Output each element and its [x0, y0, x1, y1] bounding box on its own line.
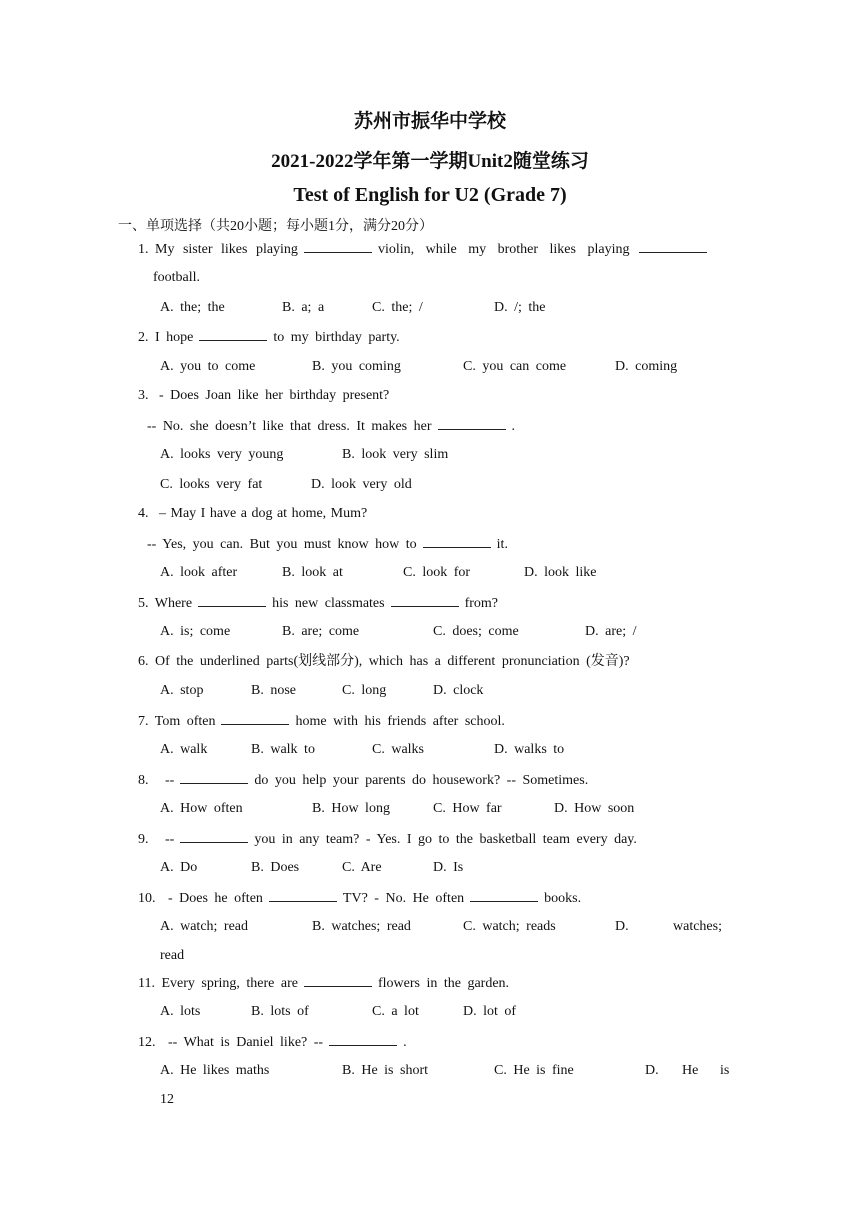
question-7: 7. Tom often home with his friends after school. — [138, 714, 505, 729]
answer-blank — [438, 417, 506, 430]
question-number: 1. — [138, 242, 149, 257]
option-a: A. the; the — [160, 300, 225, 315]
question-6: 6. Of the underlined parts(划线部分), which has a different pronunciation (发音)? — [138, 654, 630, 669]
question-3: 3. - Does Joan like her birthday present? — [138, 388, 390, 403]
answer-blank — [304, 974, 372, 987]
answer-blank — [391, 594, 459, 607]
option-b: B. How long — [312, 801, 390, 816]
option-d: D. clock — [433, 683, 484, 698]
question-10-option-wrap: read — [160, 948, 185, 963]
option-d: D. — [615, 919, 629, 934]
answer-blank — [639, 240, 707, 253]
option-c: C. does; come — [433, 624, 519, 639]
option-d: D. /; the — [494, 300, 546, 315]
option-d: D. How soon — [554, 801, 635, 816]
answer-blank — [180, 830, 248, 843]
question-4: 4. – May I have a dog at home, Mum? — [138, 506, 368, 521]
option-c: C. looks very fat — [160, 477, 263, 492]
question-4-reply: -- Yes, you can. But you must know how to it. — [147, 537, 508, 552]
option-d: D. coming — [615, 359, 678, 374]
option-b: B. Does — [251, 860, 300, 875]
answer-blank — [269, 889, 337, 902]
option-a: A. How often — [160, 801, 243, 816]
question-8: 8. -- do you help your parents do housework? -- Sometimes. — [138, 773, 589, 788]
answer-blank — [221, 712, 289, 725]
option-b: B. a; a — [282, 300, 325, 315]
option-b: B. walk to — [251, 742, 315, 757]
answer-blank — [199, 328, 267, 341]
answer-blank — [198, 594, 266, 607]
option-a: A. looks very young — [160, 447, 284, 462]
option-d: D. look like — [524, 565, 597, 580]
option-b: B. He is short — [342, 1063, 428, 1078]
question-10: 10. - Does he often TV? - No. He often books. — [138, 891, 582, 906]
option-b: B. watches; read — [312, 919, 411, 934]
option-d: D. Is — [433, 860, 464, 875]
option-c: C. How far — [433, 801, 502, 816]
option-a: A. watch; read — [160, 919, 249, 934]
option-a: A. walk — [160, 742, 208, 757]
answer-blank — [470, 889, 538, 902]
option-a: A. look after — [160, 565, 238, 580]
question-5: 5. Where his new classmates from? — [138, 596, 499, 611]
option-c: C. you can come — [463, 359, 567, 374]
option-b: B. nose — [251, 683, 296, 698]
option-d: D. walks to — [494, 742, 565, 757]
test-title: Test of English for U2 (Grade 7) — [293, 184, 567, 206]
question-9: 9. -- you in any team? - Yes. I go to the basketball team every day. — [138, 832, 637, 847]
option-a: A. is; come — [160, 624, 231, 639]
option-d-text: He — [682, 1063, 699, 1078]
option-c: C. watch; reads — [463, 919, 556, 934]
option-d-text: is — [720, 1063, 730, 1078]
option-b: B. look at — [282, 565, 343, 580]
answer-blank — [423, 535, 491, 548]
option-a: A. stop — [160, 683, 204, 698]
option-c: C. He is fine — [494, 1063, 574, 1078]
option-c: C. walks — [372, 742, 424, 757]
option-a: A. Do — [160, 860, 198, 875]
question-2: 2. I hope to my birthday party. — [138, 330, 400, 345]
option-c: C. look for — [403, 565, 471, 580]
option-b: B. look very slim — [342, 447, 449, 462]
answer-blank — [180, 771, 248, 784]
term-title: 2021-2022学年第一学期Unit2随堂练习 — [271, 151, 589, 172]
option-c: C. a lot — [372, 1004, 419, 1019]
option-d: D. — [645, 1063, 659, 1078]
option-c: C. Are — [342, 860, 382, 875]
option-d: D. look very old — [311, 477, 412, 492]
school-title: 苏州市振华中学校 — [353, 111, 506, 132]
option-c: C. the; / — [372, 300, 423, 315]
option-d: D. lot of — [463, 1004, 517, 1019]
option-b: B. lots of — [251, 1004, 309, 1019]
question-3-reply: -- No. she doesn’t like that dress. It makes her . — [147, 419, 516, 434]
section-heading: 一、单项选择（共20小题；每小题1分，满分20分） — [118, 219, 433, 234]
option-b: B. are; come — [282, 624, 360, 639]
question-1-continued: football. — [153, 270, 201, 285]
question-11: 11. Every spring, there are flowers in the garden. — [138, 976, 510, 991]
answer-blank — [329, 1033, 397, 1046]
option-a: A. He likes maths — [160, 1063, 270, 1078]
option-b: B. you coming — [312, 359, 401, 374]
answer-blank — [304, 240, 372, 253]
question-12-option-wrap: 12 — [160, 1092, 174, 1107]
option-a: A. lots — [160, 1004, 201, 1019]
option-d: D. are; / — [585, 624, 637, 639]
question-1: 1. My sister likes playing violin, while my brother likes playing — [138, 240, 713, 259]
question-12: 12. -- What is Daniel like? -- . — [138, 1035, 407, 1050]
option-d-text: watches; — [673, 919, 722, 934]
option-c: C. long — [342, 683, 387, 698]
option-a: A. you to come — [160, 359, 256, 374]
